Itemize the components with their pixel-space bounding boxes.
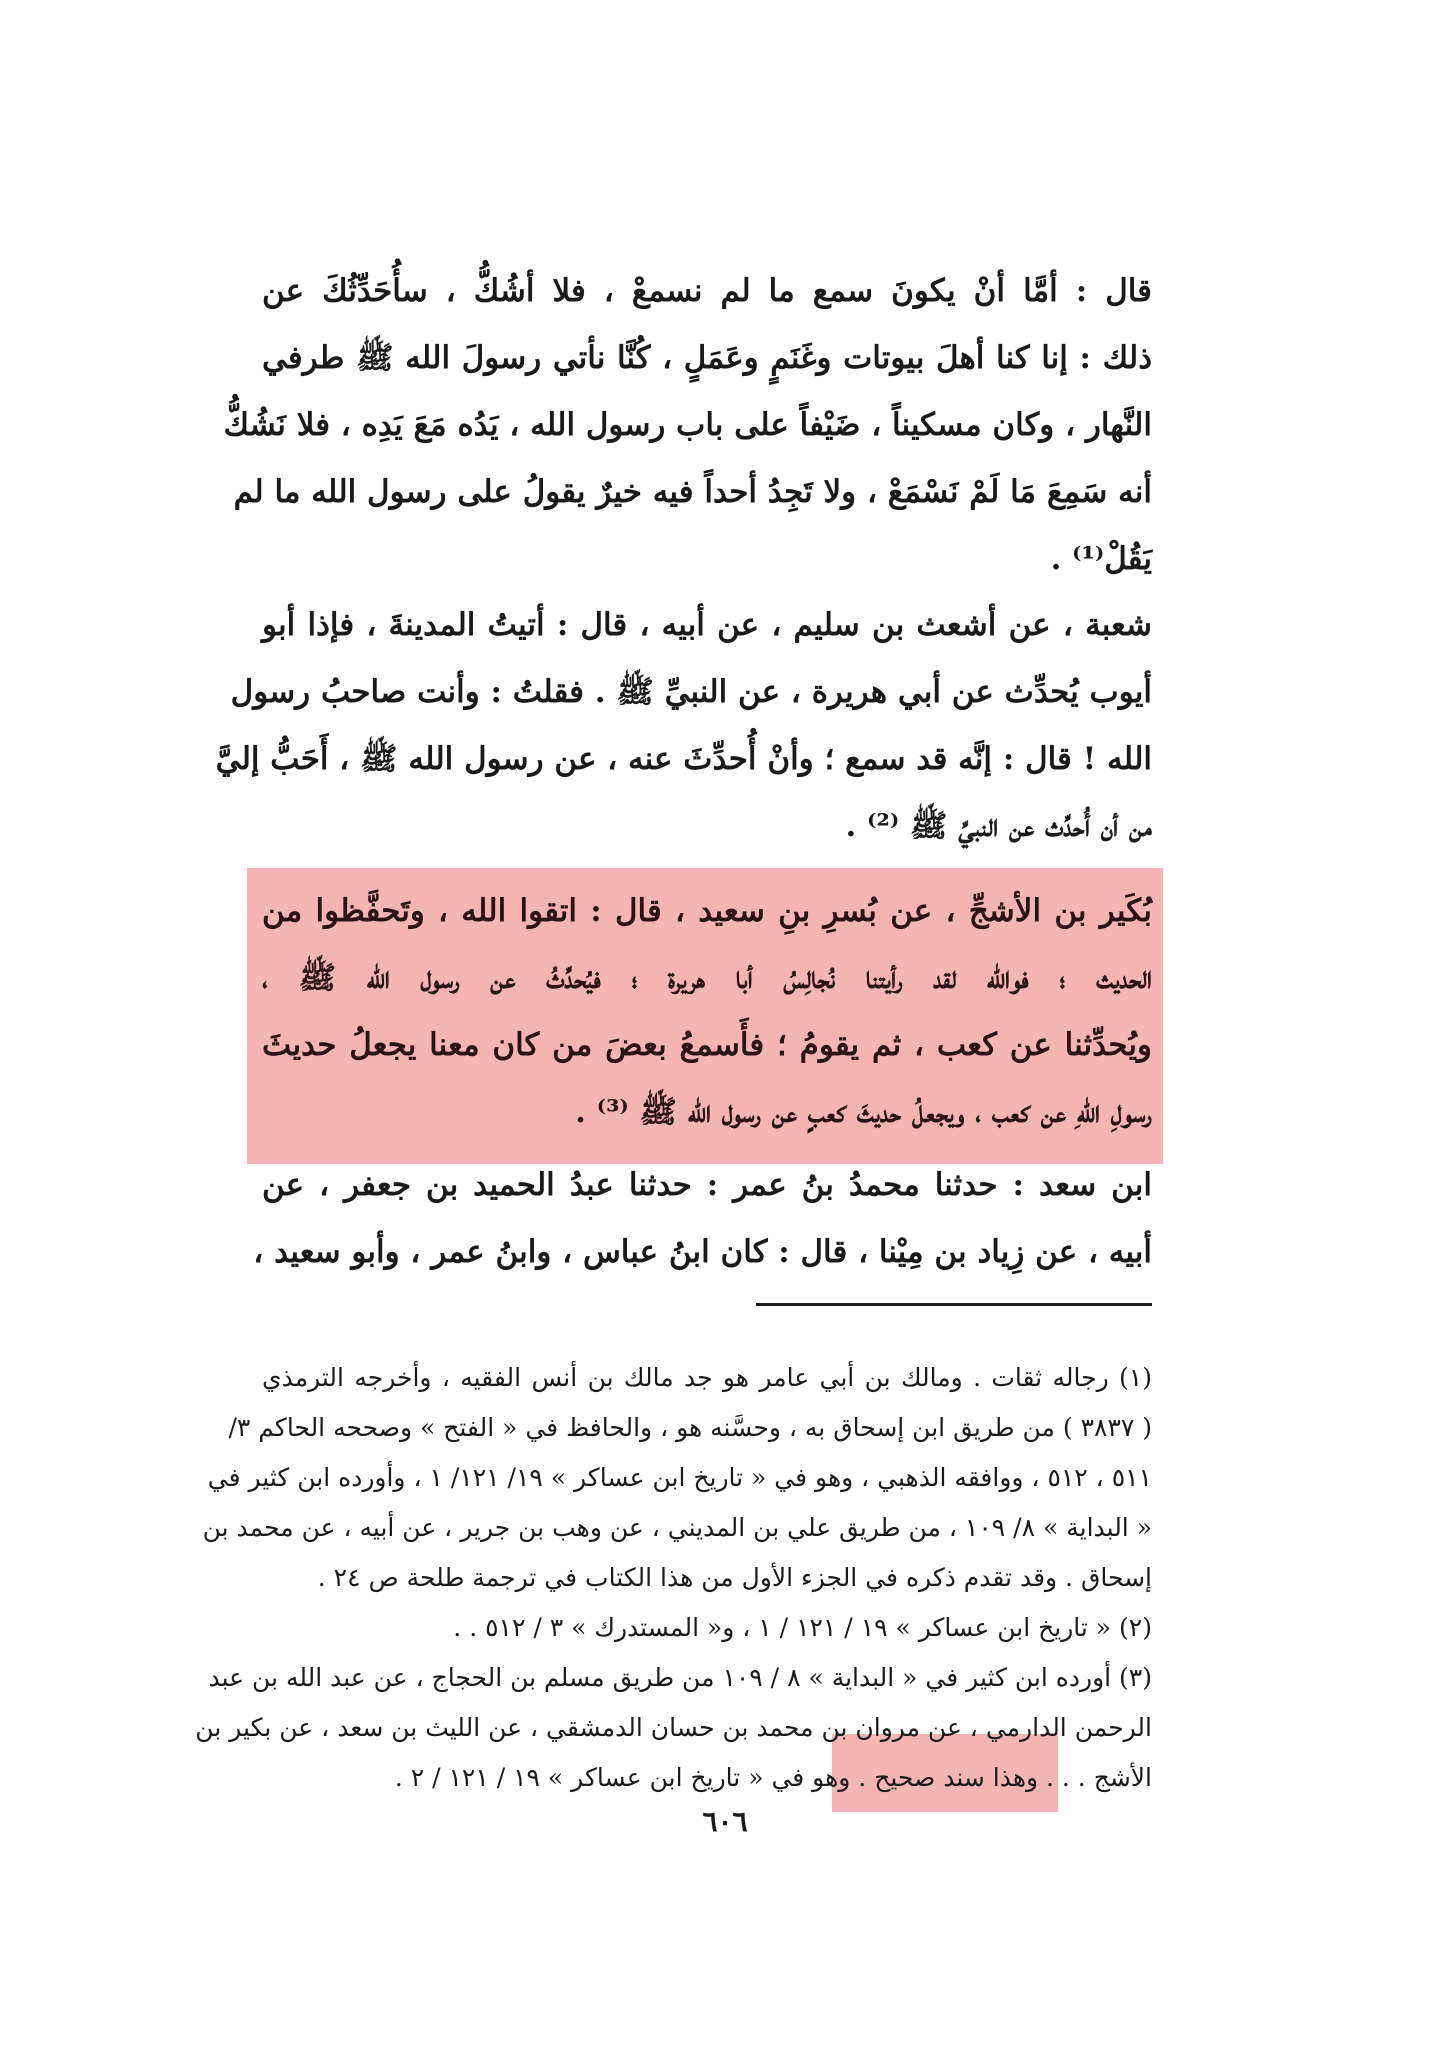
footnote-line: (١) رجاله ثقات . ومالك بن أبي عامر هو جد مالك بن أنس الفقيه ، وأخرجه الترمذي (262, 1363, 1152, 1392)
text-line: شعبة ، عن أشعث بن سليم ، عن أبيه ، قال : أتيتُ المدينةَ ، فإذا أبو (262, 607, 1152, 643)
paragraph-1 (223, 258, 1152, 593)
text-line: أنه سَمِعَ مَا لَمْ نَسْمَعْ ، ولا تَجِدُ أحداً فيه خيرٌ يقولُ على رسول الله ما لم (233, 474, 1152, 510)
text-line: رسولِ اللهِ عن كعب ، ويجعلُ حديثَ كعبٍ عن رسول الله ﷺ ⁽³⁾ . (575, 1094, 1152, 1130)
footnote-line: ٥١١ ، ٥١٢ ، ووافقه الذهبي ، وهو في « تاريخ ابن عساكر » ١٩/ ١٢١/ ١ ، وأورده ابن كثير في (207, 1463, 1152, 1492)
text-line: النَّهار ، وكان مسكيناً ، ضَيْفاً على باب رسول الله ، يَدُه مَعَ يَدِه ، فلا نَشُكُّ (223, 407, 1152, 443)
paragraph-2 (215, 592, 1152, 860)
text-line: ذلك : إنا كنا أهلَ بيوتات وغَنَمٍ وعَمَلٍ ، كُنَّا نأتي رسولَ الله ﷺ طرفي (262, 340, 1152, 376)
footnote-line: الأشج . . . وهذا سند صحيح . وهو في « تاريخ ابن عساكر » ١٩ / ١٢١ / ٢ . (394, 1763, 1152, 1792)
footnote-1 (202, 1353, 1152, 1603)
text-line: قال : أمَّا أنْ يكونَ سمع ما لم نسمعْ ، فلا أشُكُّ ، سأُحَدِّثُكَ عن (262, 273, 1152, 309)
text-line: الله ! قال : إنَّه قد سمع ؛ وأنْ أُحدِّثَ عنه ، عن رسول الله ﷺ ، أَحَبُّ إليَّ (215, 741, 1152, 777)
footnote-line: (٣) أورده ابن كثير في « البداية » ٨ / ١٠٩ من طريق مسلم بن الحجاج ، عن عبد الله بن عبد (208, 1663, 1152, 1692)
text-line: بُكَير بن الأشجِّ ، عن بُسرِ بنِ سعيد ، قال : اتقوا الله ، وتَحفَّظوا من (262, 893, 1152, 929)
text-line: من أن أُحدِّث عن النبيِّ ﷺ ⁽²⁾ . (845, 808, 1152, 844)
page-number: ٦٠٦ (702, 1805, 748, 1838)
footnote-line: الرحمن الدارمي ، عن مروان بن محمد بن حسان الدمشقي ، عن الليث بن سعد ، عن بكير بن (195, 1713, 1152, 1742)
paragraph-3-highlighted (262, 878, 1152, 1146)
text-line: أيوب يُحدِّث عن أبي هريرة ، عن النبيِّ ﷺ . فقلتُ : وأنت صاحبُ رسول (230, 674, 1152, 710)
footnote-line: « البداية » ٨/ ١٠٩ ، من طريق علي بن المديني ، عن وهب بن جرير ، عن أبيه ، عن محمد بن (202, 1513, 1152, 1542)
text-line: ويُحدِّثنا عن كعب ، ثم يقومُ ؛ فأَسمعُ بعضَ من كان معنا يجعلُ حديثَ (262, 1027, 1152, 1063)
text-line: الحديث ؛ فوالله لقد رأيتنا نُجالِسُ أبا هريرة ؛ فيُحدِّثُ عن رسول الله ﷺ ، (262, 960, 1152, 996)
paragraph-4 (253, 1152, 1152, 1286)
footnote-divider (756, 1303, 1152, 1306)
footnote-line: إسحاق . وقد تقدم ذكره في الجزء الأول من هذا الكتاب في ترجمة طلحة ص ٢٤ . (317, 1563, 1152, 1592)
text-line: ابن سعد : حدثنا محمدُ بنُ عمر : حدثنا عبدُ الحميد بن جعفر ، عن (262, 1167, 1152, 1203)
text-line: يَقُلْ⁽¹⁾ . (1050, 541, 1152, 577)
footnote-2 (262, 1603, 1152, 1653)
footnote-3 (195, 1653, 1152, 1803)
text-line: أبيه ، عن زِياد بن مِيْنا ، قال : كان ابنُ عباس ، وابنُ عمر ، وأبو سعيد ، (253, 1234, 1152, 1270)
footnote-line: ( ٣٨٣٧ ) من طريق ابن إسحاق به ، وحسَّنه هو ، والحافظ في « الفتح » وصححه الحاكم ٣/ (228, 1413, 1152, 1442)
footnote-line: (٢) « تاريخ ابن عساكر » ١٩ / ١٢١ / ١ ، و« المستدرك » ٣ / ٥١٢ . . (453, 1613, 1152, 1642)
